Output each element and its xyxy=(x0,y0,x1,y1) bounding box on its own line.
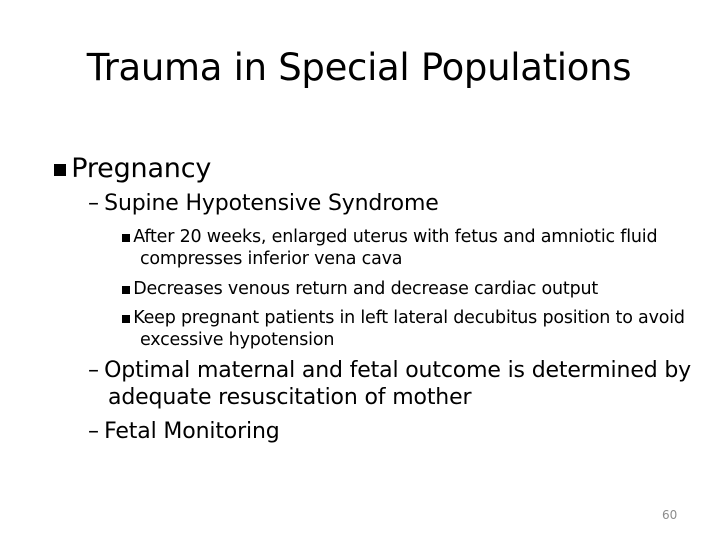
dash-marker: – xyxy=(88,191,99,216)
detail-bullet-venous-return xyxy=(122,278,720,300)
subbullet-text: Optimal maternal and fetal outcome is determined by adequate resuscitation of mother xyxy=(104,358,692,410)
page-number: 60 xyxy=(662,508,678,522)
detail-text: Decreases venous return and decrease cardiac output xyxy=(133,279,599,299)
square-bullet-icon xyxy=(122,286,130,294)
dash-marker: – xyxy=(88,358,99,383)
bullet-pregnancy xyxy=(54,151,211,187)
detail-bullet-left-lateral-decubitus xyxy=(122,307,700,351)
bullet-text: Pregnancy xyxy=(71,153,212,184)
subbullet-text: Supine Hypotensive Syndrome xyxy=(104,191,439,216)
detail-bullet-after-20-weeks xyxy=(122,226,700,270)
subbullet-text: Fetal Monitoring xyxy=(104,419,280,444)
subbullet-fetal-monitoring xyxy=(88,418,668,445)
square-bullet-icon xyxy=(54,164,66,176)
subbullet-supine-hypotensive-syndrome xyxy=(88,190,568,217)
detail-text: After 20 weeks, enlarged uterus with fetus and amniotic fluid compresses inferior vena cava xyxy=(133,227,658,269)
subbullet-optimal-outcome xyxy=(88,357,698,411)
square-bullet-icon xyxy=(122,315,130,323)
slide-title: Trauma in Special Populations xyxy=(86,46,632,89)
detail-text: Keep pregnant patients in left lateral decubitus position to avoid excessive hypotension xyxy=(133,308,685,350)
dash-marker: – xyxy=(88,419,99,444)
square-bullet-icon xyxy=(122,234,130,242)
